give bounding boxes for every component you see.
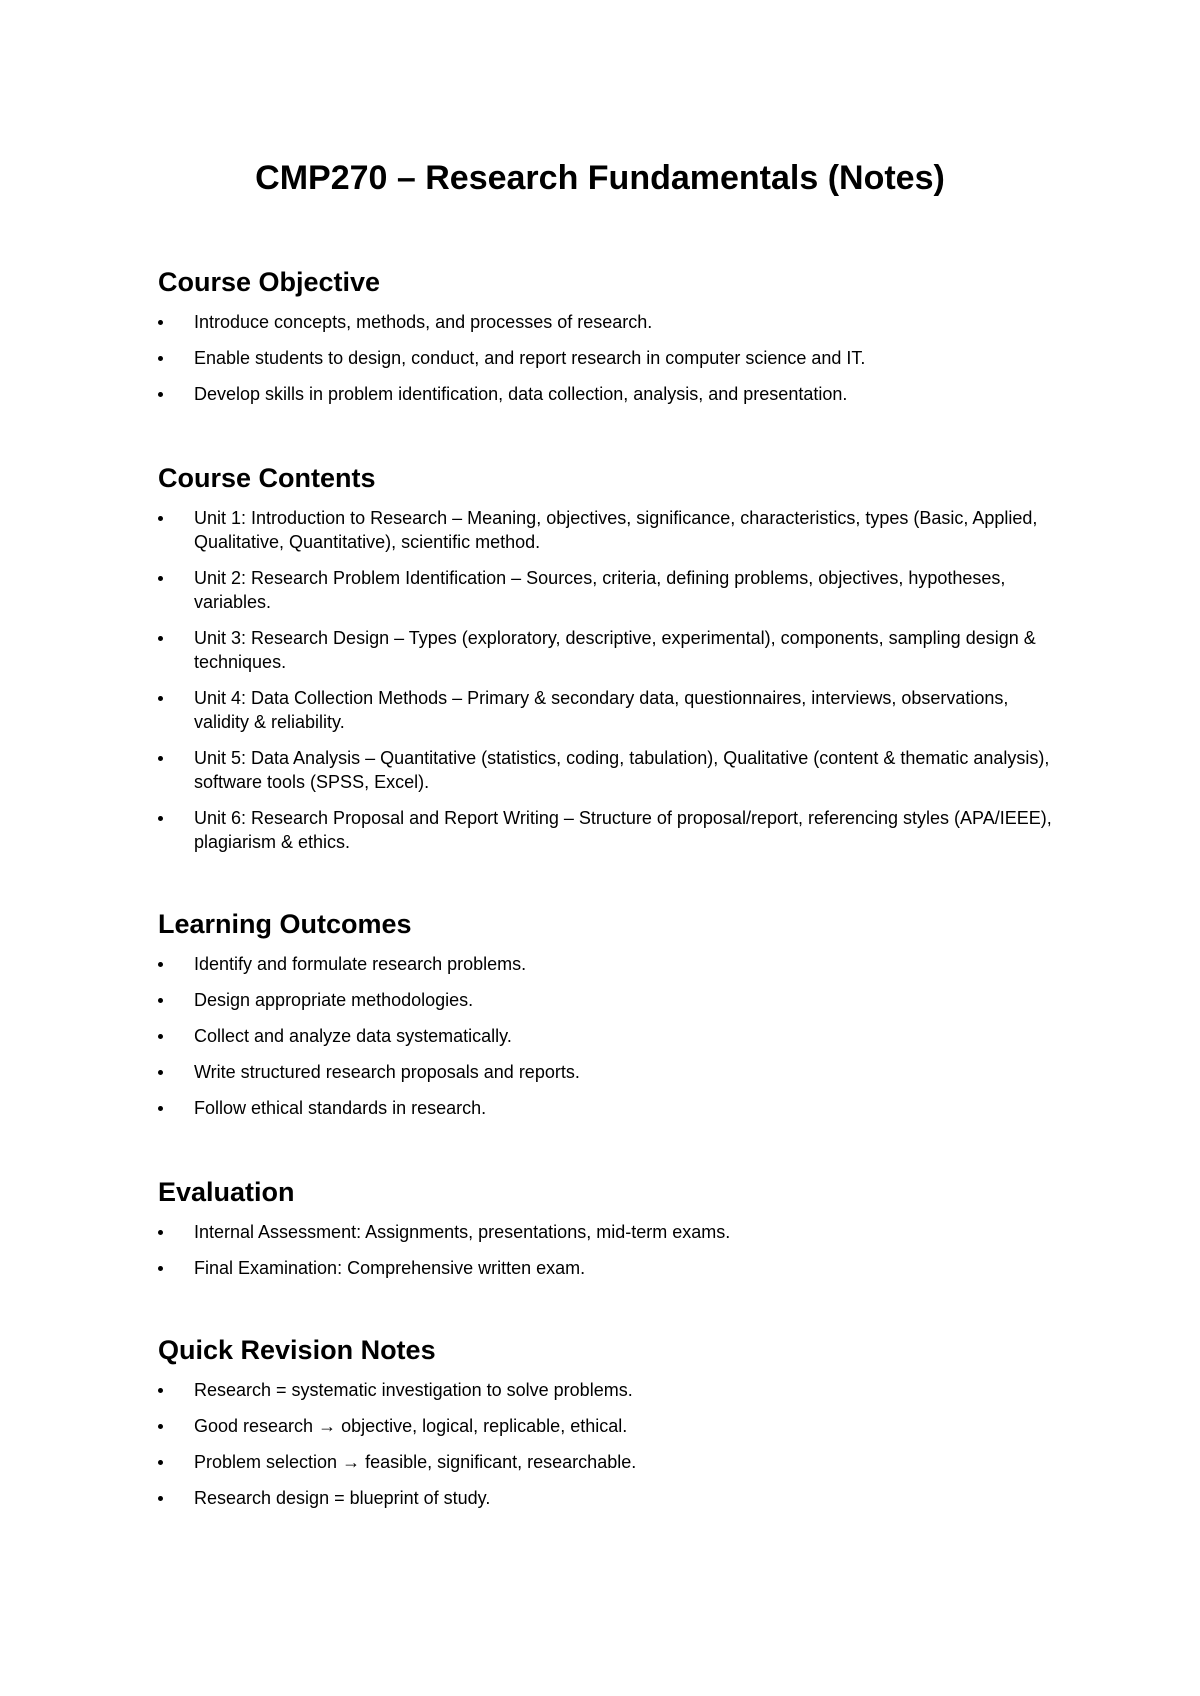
- bullet-list: [158, 952, 1058, 1120]
- list-item-text: Research design = blueprint of study.: [194, 1488, 491, 1508]
- list-item: [158, 1450, 1058, 1474]
- bullet-icon: [158, 962, 163, 967]
- list-item-text: Internal Assessment: Assignments, presentations, mid-term exams.: [194, 1222, 731, 1242]
- list-item-text: Unit 6: Research Proposal and Report Writing – Structure of proposal/report, referencing styles (APA/IEEE), plagiarism & ethics.: [194, 808, 1052, 852]
- bullet-icon: [158, 756, 163, 761]
- list-item-text: Introduce concepts, methods, and processes of research.: [194, 312, 653, 332]
- list-item: [158, 1096, 1058, 1120]
- bullet-icon: [158, 1034, 163, 1039]
- bullet-icon: [158, 1266, 163, 1271]
- list-item-text: Research = systematic investigation to solve problems.: [194, 1380, 633, 1400]
- bullet-list: [158, 310, 1058, 406]
- list-item-text: Good research → objective, logical, replicable, ethical.: [194, 1416, 628, 1436]
- list-item: [158, 746, 1058, 794]
- bullet-icon: [158, 320, 163, 325]
- list-item: [158, 1060, 1058, 1084]
- list-item: [158, 806, 1058, 854]
- list-item-text: Develop skills in problem identification, data collection, analysis, and presentation.: [194, 384, 848, 404]
- bullet-icon: [158, 1496, 163, 1501]
- bullet-list: [158, 1220, 1058, 1280]
- bullet-icon: [158, 816, 163, 821]
- list-item-text: Unit 2: Research Problem Identification – Sources, criteria, defining problems, objectives, hypotheses, variables.: [194, 568, 1006, 612]
- list-item-text: Enable students to design, conduct, and report research in computer science and IT.: [194, 348, 866, 368]
- section-course-contents: [158, 462, 1058, 866]
- list-item-text: Follow ethical standards in research.: [194, 1098, 487, 1118]
- list-item: [158, 1220, 1058, 1244]
- list-item-text: Problem selection → feasible, significant, researchable.: [194, 1452, 637, 1472]
- list-item-text: Design appropriate methodologies.: [194, 990, 474, 1010]
- section-heading: Course Contents: [158, 463, 376, 493]
- list-item-text: Unit 3: Research Design – Types (exploratory, descriptive, experimental), components, sampling design & techniques.: [194, 628, 1036, 672]
- list-item-text: Unit 1: Introduction to Research – Meaning, objectives, significance, characteristics, types (Basic, Applied, Qualitative, Quantitative), scientific method.: [194, 508, 1038, 552]
- bullet-icon: [158, 1424, 163, 1429]
- section-learning-outcomes: [158, 908, 1058, 1132]
- bullet-icon: [158, 1106, 163, 1111]
- bullet-list: [158, 1378, 1058, 1510]
- list-item: [158, 626, 1058, 674]
- list-item: [158, 506, 1058, 554]
- section-heading: Evaluation: [158, 1177, 295, 1207]
- list-item: [158, 988, 1058, 1012]
- bullet-icon: [158, 998, 163, 1003]
- bullet-icon: [158, 636, 163, 641]
- list-item-text: Final Examination: Comprehensive written exam.: [194, 1258, 586, 1278]
- section-heading: Course Objective: [158, 267, 381, 297]
- bullet-list: [158, 506, 1058, 854]
- bullet-icon: [158, 576, 163, 581]
- list-item: [158, 310, 1058, 334]
- section-heading: Learning Outcomes: [158, 909, 412, 939]
- section-heading: Quick Revision Notes: [158, 1335, 436, 1365]
- list-item: [158, 686, 1058, 734]
- list-item-text: Identify and formulate research problems.: [194, 954, 527, 974]
- list-item: [158, 1486, 1058, 1510]
- bullet-icon: [158, 356, 163, 361]
- list-item: [158, 566, 1058, 614]
- document-title: CMP270 – Research Fundamentals (Notes): [255, 159, 945, 197]
- bullet-icon: [158, 1070, 163, 1075]
- bullet-icon: [158, 1460, 163, 1465]
- bullet-icon: [158, 1230, 163, 1235]
- list-item: [158, 1414, 1058, 1438]
- list-item: [158, 1256, 1058, 1280]
- section-course-objective: [158, 266, 1058, 418]
- bullet-icon: [158, 392, 163, 397]
- list-item: [158, 346, 1058, 370]
- list-item: [158, 1024, 1058, 1048]
- section-evaluation: [158, 1176, 1058, 1292]
- list-item: [158, 952, 1058, 976]
- list-item-text: Write structured research proposals and reports.: [194, 1062, 580, 1082]
- section-quick-revision-notes: [158, 1334, 1058, 1522]
- bullet-icon: [158, 1388, 163, 1393]
- bullet-icon: [158, 516, 163, 521]
- list-item: [158, 382, 1058, 406]
- list-item-text: Unit 4: Data Collection Methods – Primary & secondary data, questionnaires, interviews, observations, validity & reliability.: [194, 688, 1009, 732]
- bullet-icon: [158, 696, 163, 701]
- list-item-text: Unit 5: Data Analysis – Quantitative (statistics, coding, tabulation), Qualitative (content & thematic analysis), software tools (SPSS, Excel).: [194, 748, 1050, 792]
- list-item: [158, 1378, 1058, 1402]
- list-item-text: Collect and analyze data systematically.: [194, 1026, 512, 1046]
